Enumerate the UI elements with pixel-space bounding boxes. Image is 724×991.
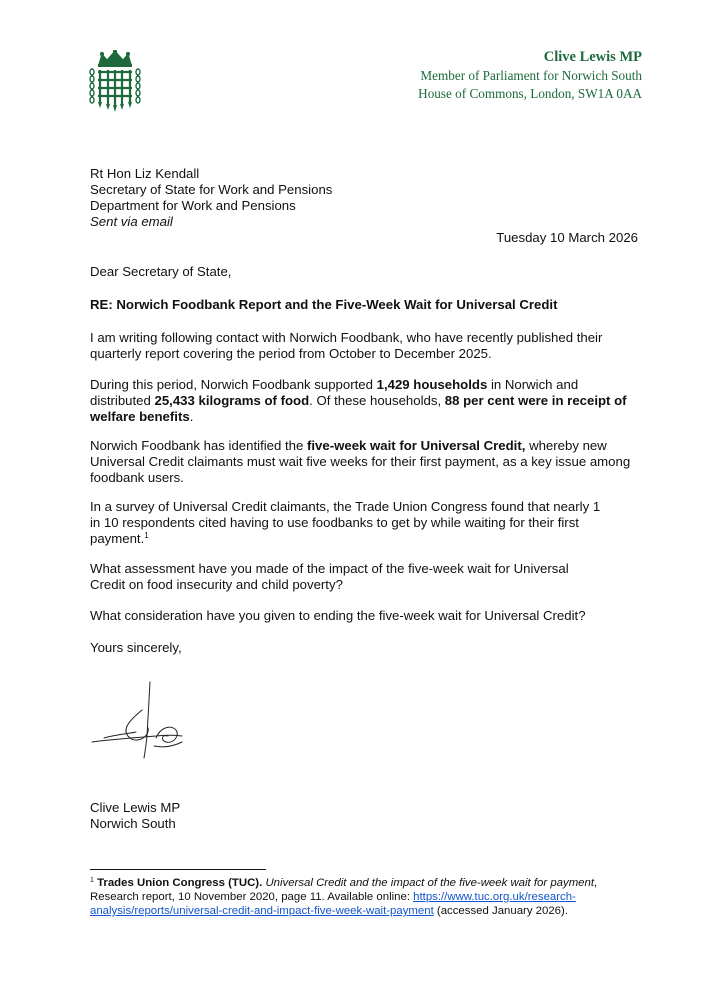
closing: Yours sincerely, [90,640,182,655]
p4-text: In a survey of Universal Credit claimants, the Trade Union Congress found that nearly 1 in 10 respondents cited having to use foodbanks to get by while waiting for their first payment. [90,499,601,546]
recipient-delivery-note: Sent via email [90,214,173,229]
paragraph-question-assessment: What assessment have you made of the impact of the five-week wait for Universal Credit on food insecurity and child poverty? [90,561,569,592]
salutation: Dear Secretary of State, [90,264,232,279]
p2-benefits-percentage: 88 per cent were in receipt of welfare benefits [90,393,627,424]
handwritten-signature [90,680,190,760]
footnote-source-link[interactable]: https://www.tuc.org.uk/research-analysis/reports/universal-credit-and-impact-five-week-wait-payment [90,891,576,917]
footnote-details: , Research report, 10 November 2020, page 11. Available online: [90,877,598,903]
letterhead-mp-name: Clive Lewis MP [543,49,642,65]
letterhead-address: House of Commons, London, SW1A 0AA [418,85,642,101]
paragraph-tuc-survey [90,499,610,547]
footnote-accessed: (accessed January 2026). [433,905,568,917]
footnote-report-title: Universal Credit and the impact of the five-week wait for payment [265,877,595,889]
footnote-divider [90,869,266,870]
p3-emphasis: five-week wait for Universal Credit, [307,438,526,453]
footnote [90,876,610,918]
p2-text-2: in Norwich and distributed [90,377,579,408]
signoff-constituency: Norwich South [90,816,176,831]
p2-text-3: . Of these households, [309,393,445,408]
paragraph-question-consideration: What consideration have you given to ending the five-week wait for Universal Credit? [90,608,586,623]
paragraph-five-week-wait [90,438,638,486]
p2-households: 1,429 households [376,377,488,392]
subject-line: RE: Norwich Foodbank Report and the Five-Week Wait for Universal Credit [90,297,558,312]
footnote-reference: 1 [144,531,149,540]
p2-text-1: During this period, Norwich Foodbank supported [90,377,377,392]
p2-text-4: . [189,409,194,424]
recipient-address [90,166,640,230]
letter-date: Tuesday 10 March 2026 [496,230,638,245]
recipient-title: Secretary of State for Work and Pensions [90,182,333,197]
paragraph-statistics [90,377,638,425]
recipient-name: Rt Hon Liz Kendall [90,166,200,181]
signoff [90,800,640,832]
signoff-name: Clive Lewis MP [90,800,181,815]
paragraph-intro: I am writing following contact with Norwich Foodbank, who have recently published their quarterly report covering the period from October to December 2025. [90,330,603,361]
p2-food-weight: 25,433 kilograms of food [154,393,310,408]
letterhead-role: Member of Parliament for Norwich South [420,68,642,83]
letterhead [418,48,642,102]
p3-text-1: Norwich Foodbank has identified the [90,438,307,453]
footnote-number: 1 [90,877,94,884]
footnote-organisation: Trades Union Congress (TUC). [97,877,263,889]
recipient-department: Department for Work and Pensions [90,198,296,213]
p3-text-2: whereby new Universal Credit claimants must wait five weeks for their first payment, as a key issue among foodbank users. [90,438,631,485]
portcullis-logo-icon [88,50,142,114]
